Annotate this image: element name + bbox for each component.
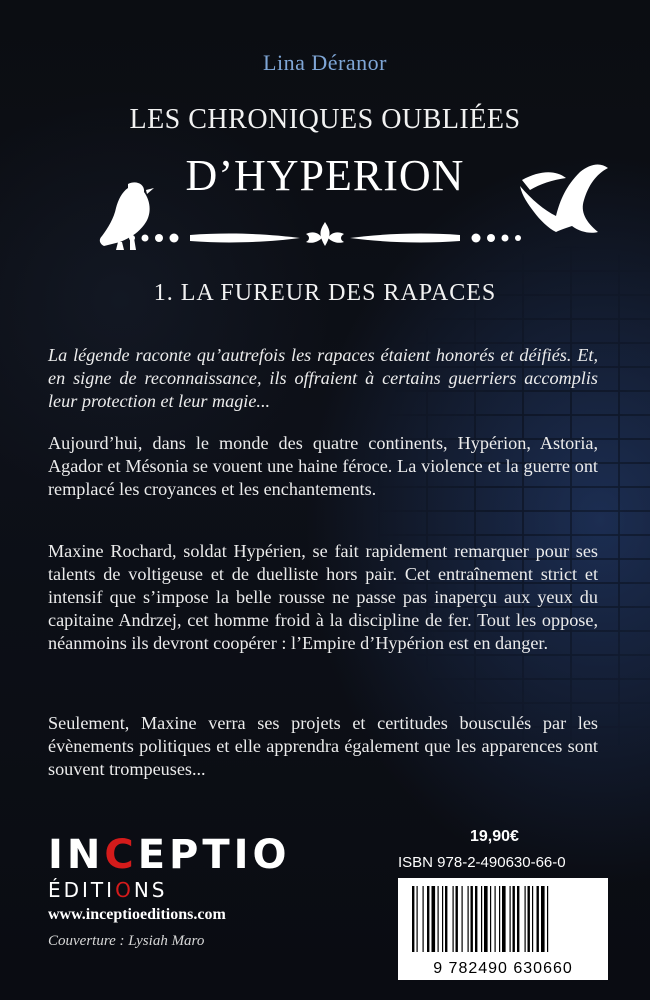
- publisher-editions-label: ÉDITIONS: [48, 878, 168, 902]
- blurb-paragraph-4: Seulement, Maxine verra ses projets et certitudes bousculés par les évènements politiques et elle apprendra également que les apparences sont souvent trompeuses...: [48, 713, 598, 779]
- scroll-ornament-icon: [129, 222, 521, 246]
- cover-credit: Couverture : Lysiah Maro: [48, 933, 205, 949]
- blurb-paragraph-2: Aujourd’hui, dans le monde des quatre continents, Hypérion, Astoria, Agador et Mésonia se vouent une haine féroce. La violence et la guerre ont remplacé les croyances et les enchantements.: [48, 433, 598, 499]
- barcode-digits: 9 782490 630660: [433, 960, 573, 977]
- barcode-bars-icon: [398, 878, 608, 958]
- volume-title: 1. LA FUREUR DES RAPACES: [153, 280, 497, 306]
- blurb-paragraph-3: Maxine Rochard, soldat Hypérien, se fait rapidement remarquer pour ses talents de voltigeuse et de duelliste hors pair. Cet entraînement strict et intensif que s’impose la belle rousse ne passe pas inaperçu aux yeux du capitaine Andrzej, cet homme froid à la discipline de fer. Tout les oppose, néanmoins ils devront coopérer : l’Empire d’Hypérion est en danger.: [48, 541, 598, 653]
- author-name: Lina Déranor: [263, 50, 387, 75]
- series-title: LES CHRONIQUES OUBLIÉES: [129, 104, 521, 135]
- publisher-logo: INCEPTIO: [48, 832, 291, 878]
- ornament-divider: [0, 150, 650, 260]
- price-label: 19,90€: [470, 828, 519, 845]
- flying-bird-icon: [520, 165, 608, 233]
- publisher-website: www.inceptioeditions.com: [48, 906, 226, 923]
- isbn-label: ISBN 978-2-490630-66-0: [398, 854, 566, 871]
- barcode: [398, 878, 608, 980]
- blurb-paragraph-1: La légende raconte qu’autrefois les rapaces étaient honorés et déifiés. Et, en signe de reconnaissance, ils offraient à certains guerriers accomplis leur protection et leur magie...: [48, 345, 598, 411]
- series-name: D’HYPERION: [185, 151, 465, 200]
